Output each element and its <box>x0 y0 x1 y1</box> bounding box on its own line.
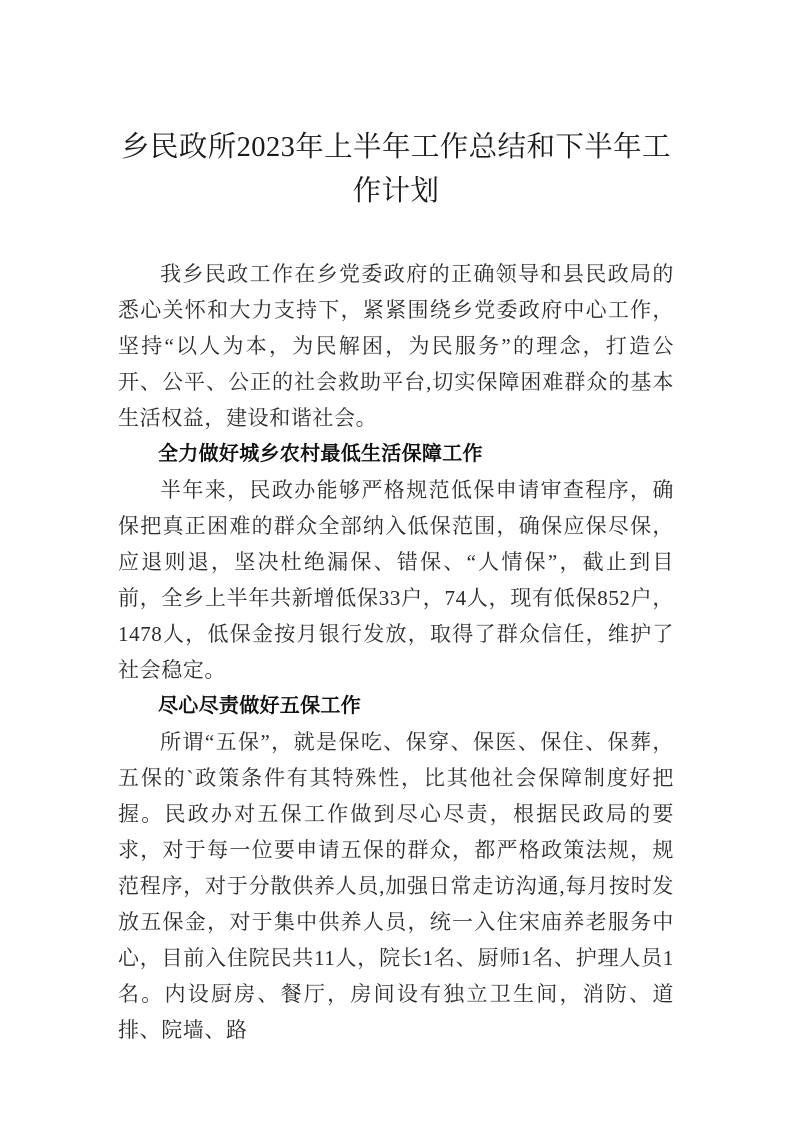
page-title: 乡民政所2023年上半年工作总结和下半年工作计划 <box>121 132 671 207</box>
document-body <box>118 0 674 1048</box>
heading-dibao: 全力做好城乡农村最低生活保障工作 <box>158 443 483 465</box>
paragraph-dibao: 半年来，民政办能够严格规范低保申请审查程序，确保把真正困难的群众全部纳入低保范围，确保应保尽保，应退则退，坚决杜绝漏保、错保、“人情保”，截止到目前，全乡上半年共新增低保33户，74人，现有低保852户，1478人，低保金按月银行发放，取得了群众信任，维护了社会稳定。 <box>118 478 674 682</box>
heading-wubao: 尽心尽责做好五保工作 <box>158 695 361 717</box>
paragraph-wubao: 所谓“五保”，就是保吃、保穿、保医、保住、保葬，五保的`政策条件有其特殊性，比其他社会保障制度好把握。民政办对五保工作做到尽心尽责，根据民政局的要求，对于每一位要申请五保的群众，都严格政策法规，规范程序，对于分散供养人员,加强日常走访沟通,每月按时发放五保金，对于集中供养人员，统一入住宋庙养老服务中心，目前入住院民共11人，院长1名、厨师1名、护理人员1名。内设厨房、餐厅，房间设有独立卫生间，消防、道排、院墙、路 <box>118 730 674 1042</box>
intro-paragraph: 我乡民政工作在乡党委政府的正确领导和县民政局的悉心关怀和大力支持下，紧紧围绕乡党委政府中心工作，坚持“以人为本，为民解困，为民服务”的理念，打造公开、公平、公正的社会救助平台,切实保障困难群众的基本生活权益，建设和谐社会。 <box>118 262 674 430</box>
